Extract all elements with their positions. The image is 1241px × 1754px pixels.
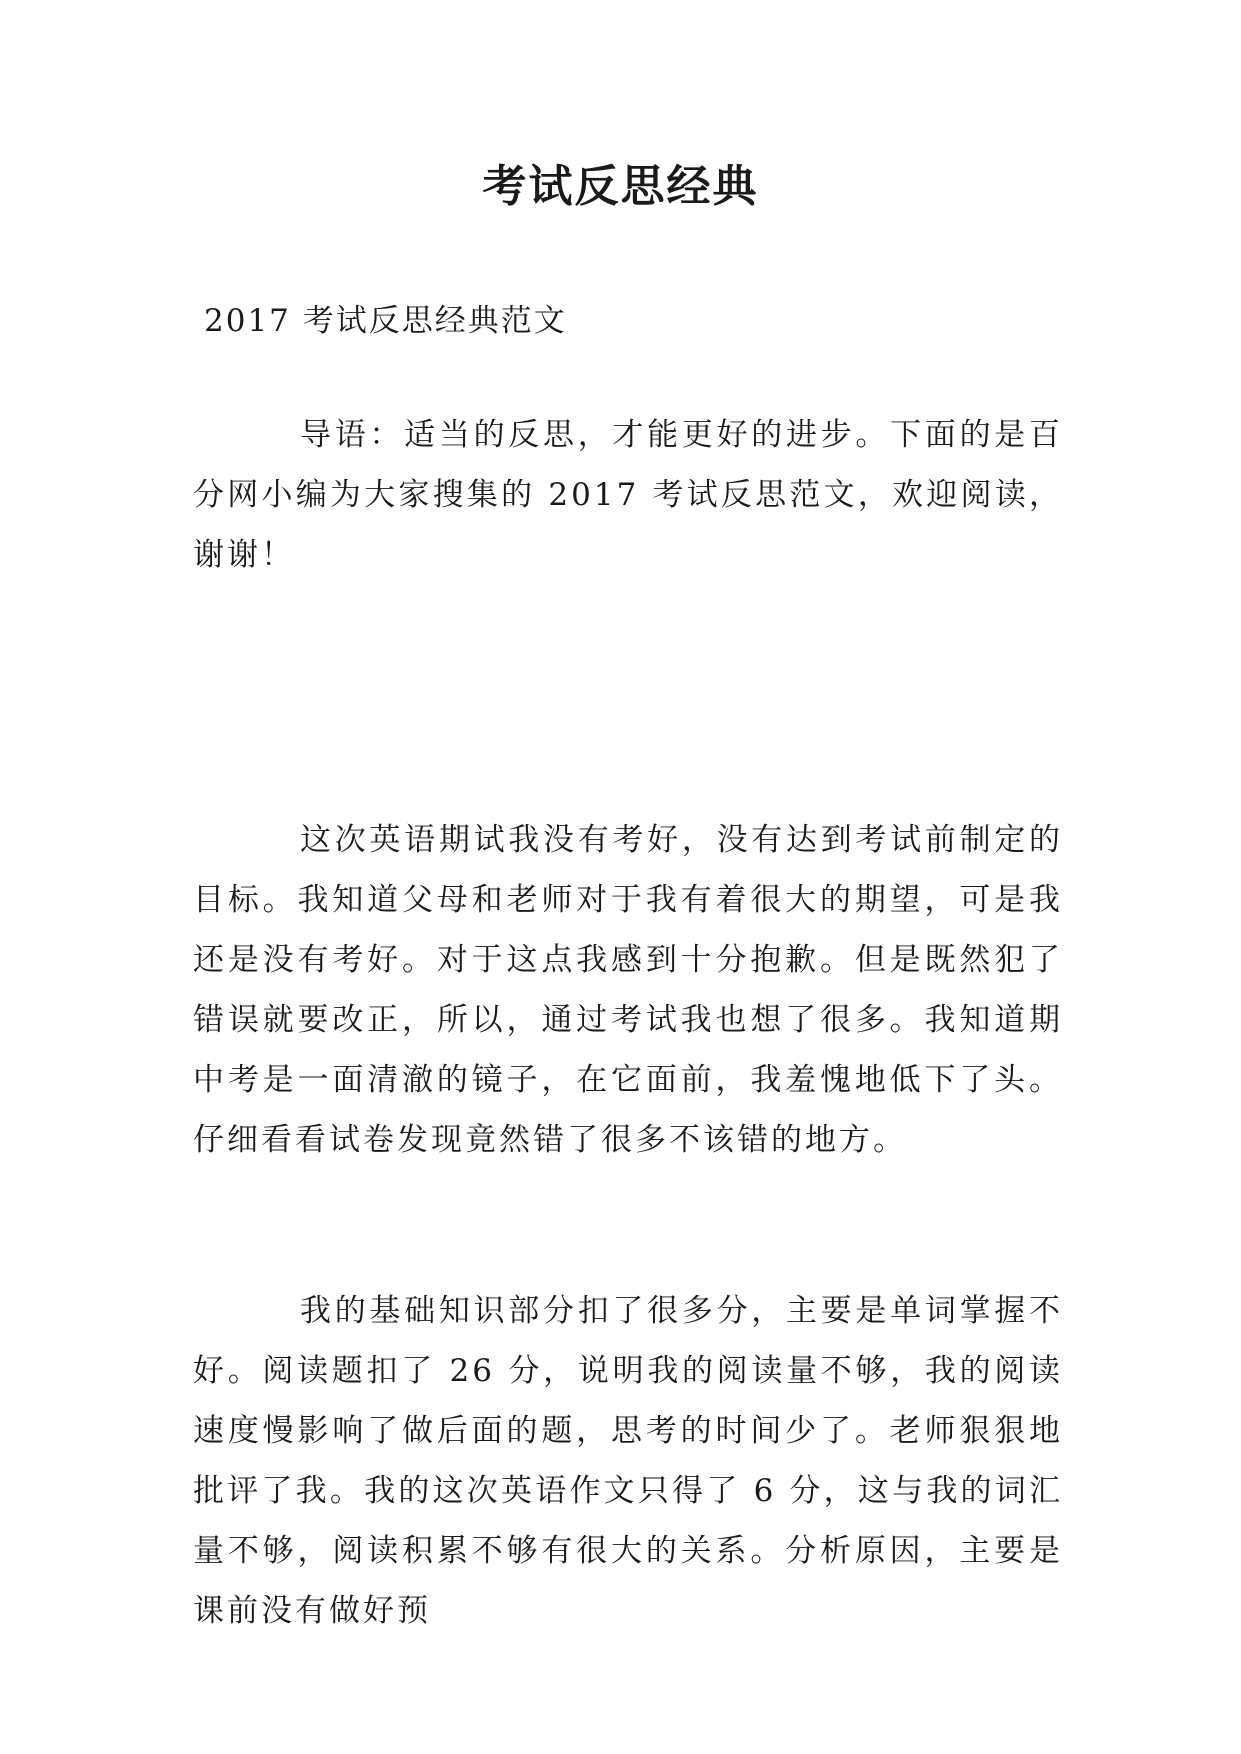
paragraph-intro: 导语：适当的反思，才能更好的进步。下面的是百分网小编为大家搜集的 2017 考试反思范文，欢迎阅读，谢谢！ [193, 417, 1063, 573]
document-subtitle: 2017 考试反思经典范文 [204, 303, 567, 339]
page-title: 考试反思经典 [482, 161, 759, 212]
paragraph-body-1: 这次英语期试我没有考好，没有达到考试前制定的目标。我知道父母和老师对于我有着很大的期望，可是我还是没有考好。对于这点我感到十分抱歉。但是既然犯了错误就要改正，所以，通过考试我也想了很多。我知道期中考是一面清澈的镜子，在它面前，我羞愧地低下了头。仔细看看试卷发现竟然错了很多不该错的地方。 [193, 822, 1063, 1158]
paragraph-body-2: 我的基础知识部分扣了很多分，主要是单词掌握不好。阅读题扣了 26 分，说明我的阅读量不够，我的阅读速度慢影响了做后面的题，思考的时间少了。老师狠狠地批评了我。我的这次英语作文只得了 6 分，这与我的词汇量不够，阅读积累不够有很大的关系。分析原因，主要是课前没有做好预 [193, 1293, 1063, 1629]
